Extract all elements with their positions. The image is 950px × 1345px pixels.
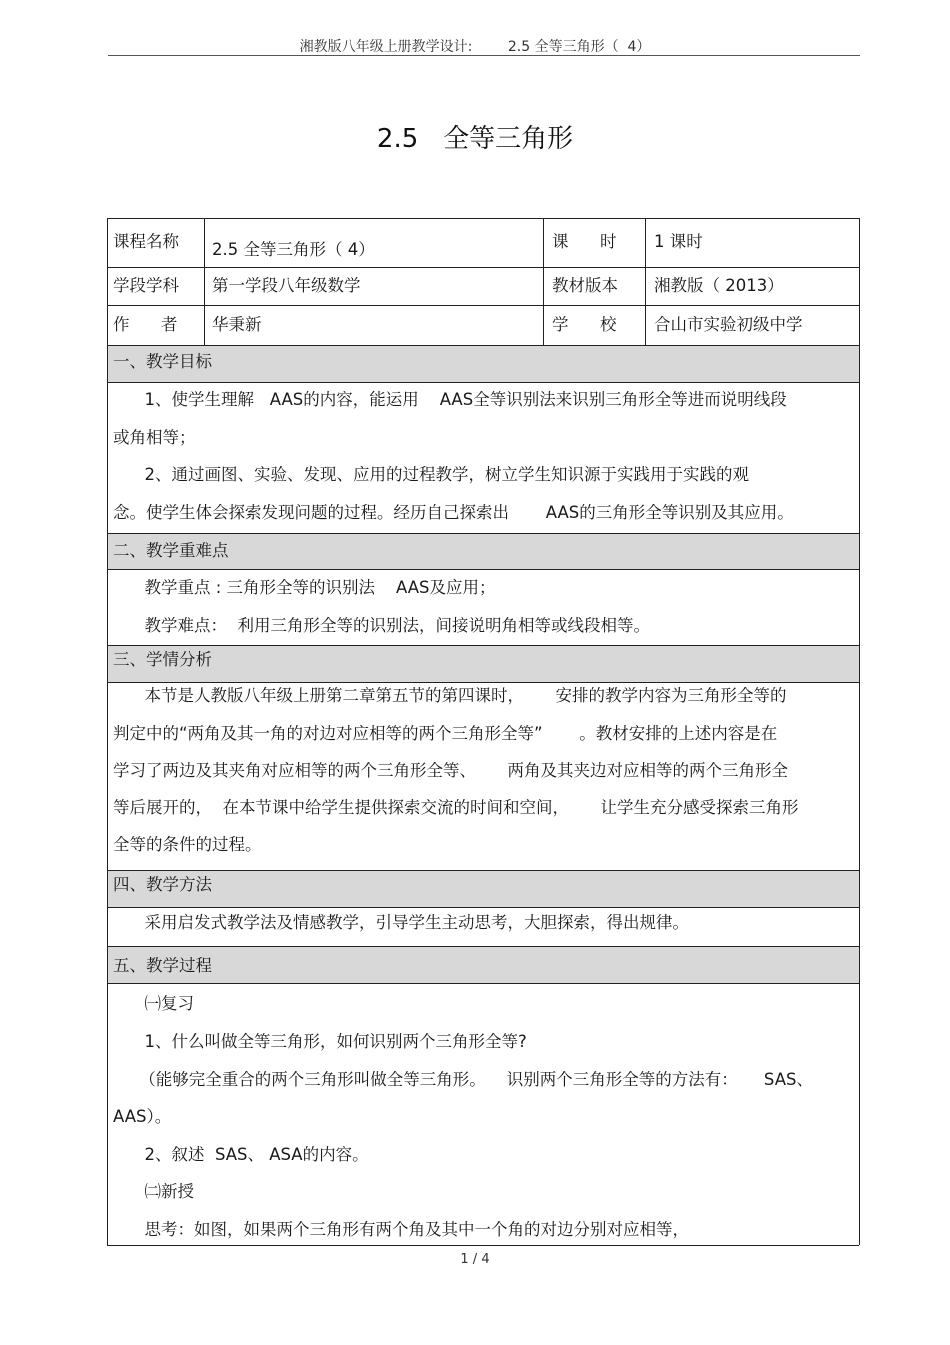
- section-heading-methods: 四、教学方法: [113, 875, 212, 894]
- analysis-line: 判定中的“两角及其一角的对边对应相等的两个三角形全等” 。教材安排的上述内容是在: [113, 724, 778, 743]
- table-border-left: [107, 218, 108, 1245]
- table-border-bottom: [107, 1245, 859, 1246]
- subject-value: 第一学段八年级数学: [212, 276, 361, 295]
- header-divider: [108, 55, 860, 56]
- process-line: （能够完全重合的两个三角形叫做全等三角形。 识别两个三角形全等的方法有： SAS、: [113, 1070, 813, 1089]
- methods-line: 采用启发式教学法及情感教学，引导学生主动思考，大胆探索，得出规律。: [113, 913, 689, 932]
- goals-line: 1、使学生理解 AAS的内容，能运用 AAS全等识别法来识别三角形全等进而说明线段: [113, 390, 787, 409]
- analysis-line: 本节是人教版八年级上册第二章第五节的第四课时， 安排的教学内容为三角形全等的: [113, 686, 787, 705]
- section-heading-goals: 一、教学目标: [113, 352, 212, 371]
- table-row-divider: [107, 382, 859, 383]
- table-row-divider: [107, 569, 859, 570]
- process-line: 1、什么叫做全等三角形，如何识别两个三角形全等?: [113, 1032, 527, 1051]
- process-line: 2、叙述 SAS、 ASA的内容。: [113, 1145, 369, 1164]
- table-row-divider: [107, 983, 859, 984]
- subject-label: 学段学科: [113, 276, 179, 295]
- table-col-divider: [204, 218, 205, 345]
- school-value: 合山市实验初级中学: [654, 315, 803, 334]
- table-row-divider: [107, 645, 859, 646]
- analysis-line: 全等的条件的过程。: [113, 835, 262, 854]
- section-heading-keypoints: 二、教学重难点: [113, 541, 229, 560]
- process-line: 思考：如图，如果两个三角形有两个角及其中一个角的对边分别对应相等，: [113, 1220, 689, 1239]
- edition-value: 湘教版（ 2013）: [654, 276, 784, 295]
- table-border-top: [107, 218, 859, 219]
- process-line: ㈠复习: [113, 994, 194, 1013]
- school-label: 学 校: [552, 315, 617, 334]
- goals-line: 或角相等；: [113, 428, 196, 447]
- section-heading-analysis: 三、学情分析: [113, 650, 212, 669]
- process-line: ㈡新授: [113, 1182, 194, 1201]
- section-heading-process: 五、教学过程: [113, 956, 212, 975]
- course-name-value: 2.5 全等三角形（ 4）: [212, 240, 375, 259]
- course-name-label: 课程名称: [113, 232, 179, 251]
- goals-line: 念。使学生体会探索发现问题的过程。经历自己探索出 AAS的三角形全等识别及其应用。: [113, 503, 794, 522]
- edition-label: 教材版本: [552, 276, 618, 295]
- author-label: 作 者: [113, 315, 178, 334]
- table-row-divider: [107, 267, 859, 268]
- keypoints-line: 教学重点 : 三角形全等的识别法 AAS及应用；: [113, 578, 496, 597]
- analysis-line: 等后展开的， 在本节课中给学生提供探索交流的时间和空间， 让学生充分感受探索三角形: [113, 798, 799, 817]
- table-col-divider: [543, 218, 544, 345]
- page-number: 1 / 4: [460, 1252, 490, 1267]
- page-title: 2.5 全等三角形: [376, 124, 574, 154]
- author-value: 华秉新: [212, 315, 262, 334]
- hours-value: 1 课时: [654, 232, 703, 251]
- table-row-divider: [107, 907, 859, 908]
- table-row-divider: [107, 870, 859, 871]
- analysis-line: 学习了两边及其夹角对应相等的两个三角形全等、 两角及其夹边对应相等的两个三角形全: [113, 761, 788, 780]
- running-header: 湘教版八年级上册教学设计: 2.5 全等三角形（ 4）: [299, 39, 651, 55]
- table-border-right: [859, 218, 860, 1245]
- table-row-divider: [107, 533, 859, 534]
- process-line: AAS）。: [113, 1107, 172, 1126]
- goals-line: 2、通过画图、实验、发现、应用的过程教学，树立学生知识源于实践用于实践的观: [113, 465, 749, 484]
- table-row-divider: [107, 345, 859, 346]
- keypoints-line: 教学难点： 利用三角形全等的识别法，间接说明角相等或线段相等。: [113, 616, 650, 635]
- table-col-divider: [645, 218, 646, 345]
- table-row-divider: [107, 946, 859, 947]
- table-row-divider: [107, 682, 859, 683]
- hours-label: 课 时: [552, 232, 617, 251]
- table-row-divider: [107, 305, 859, 306]
